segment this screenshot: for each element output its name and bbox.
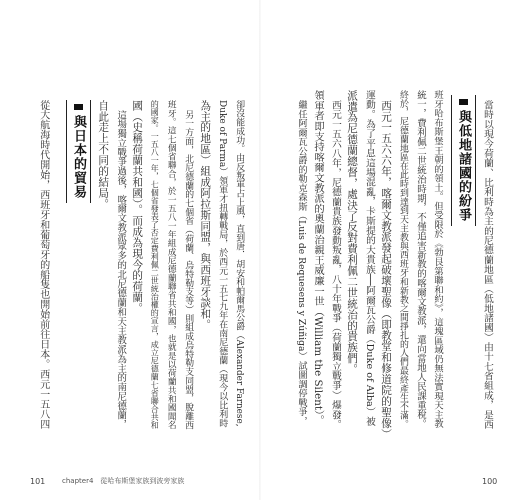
paragraph-line: 當時以現今荷蘭、比利時為主的尼德蘭地區（低地諸國）由十七省組成，是西 <box>482 100 493 430</box>
paragraph-line: 領軍者即支持喀爾文教派的奧蘭治親王威廉一世（William the Silent）。 <box>312 90 324 426</box>
paragraph-line: 班牙。這七個省聯合，於一五八一年組成尼德蘭聯省共和國，也就是以荷蘭共和國聞名 <box>166 100 177 430</box>
paragraph-line: 繼任阿爾瓦公爵的勒克森斯（Luis de Requesens y Zúñiga）試圖調停戰爭， <box>296 100 307 426</box>
paragraph-line: 的國家。一五八一年，七個省發表了否定費利佩二世統治權的宣言，成立尼德蘭七省聯合共和 <box>150 100 160 429</box>
heading-text: 與日本的貿易 <box>71 115 86 199</box>
section-heading-low-countries <box>451 95 476 226</box>
running-head: chapter4 從哈布斯堡家族到波旁家族 <box>62 477 185 485</box>
paragraph-line: 西元一五六八年，尼德蘭貴族發動叛亂，八十年戰爭（荷蘭獨立戰爭）爆發。 <box>330 100 341 430</box>
paragraph-line: Duke of Parma）領軍才扭轉戰局，於西元一五七九年在南尼德蘭（現今以比利時 <box>217 100 228 428</box>
paragraph-line: 終於，尼德蘭地區在此時到達到天主教與西班牙和新教之間掙扎的人們最終產生不滿。 <box>398 90 408 429</box>
paragraph-line: 這場獨立戰爭過後，喀爾文教派眾多的北尼德蘭和天主教派為主的南尼德蘭， <box>115 110 127 430</box>
paragraph-line: 另一方面，北尼德蘭的七個省（荷蘭、烏特勒支等）則組成烏特勒支同盟，脫離西 <box>183 110 194 430</box>
paragraph-line: 派遣為尼德蘭總督，處決了反對費利佩二世統治的貴族們。 <box>346 90 358 375</box>
section-heading-japan-trade <box>66 100 91 203</box>
heading-bar-icon <box>74 104 83 110</box>
paragraph-line: 自此走上不同的結局。 <box>97 100 110 210</box>
paragraph-line: 為主的地區）組成阿拉斯同盟，與西班牙談和。 <box>199 100 212 330</box>
heading-bar-icon <box>459 99 468 105</box>
paragraph-line: 西元一五六六年，喀爾文教派發起破壞聖像（即教堂和修道院的聖像） <box>380 100 392 440</box>
page-number-right: 100 <box>482 477 498 486</box>
page-gutter <box>259 0 261 500</box>
paragraph-line: 班牙哈布斯堡王朝的領土。但受限於《勃艮第聯和約》，這塊區域仍無法實現天主教 <box>432 90 443 429</box>
paragraph-line: 運動。為了平息這場混亂，卡斯提的大貴族──阿爾瓦公爵（Duke of Alba）被 <box>364 90 375 427</box>
paragraph-line: 卻沒能成功。由反叛軍占上風，直到唐．胡安和帕爾馬公爵（Alexander Farnese, <box>234 100 245 427</box>
paragraph-line: 統一，費利佩二世統治時期，不僅追害新教的喀爾文教派，還向當地人民課重稅。 <box>415 90 426 429</box>
page-number-left: 101 <box>30 477 46 486</box>
heading-text: 與低地諸國的紛爭 <box>456 110 471 222</box>
paragraph-line: 國（史稱荷蘭共和國）。而成為現今的荷蘭。 <box>131 100 144 314</box>
paragraph-line: 從大航海時代開始，西班牙和葡萄牙的船隻也開始前往日本。西元一五八四 <box>38 100 50 430</box>
